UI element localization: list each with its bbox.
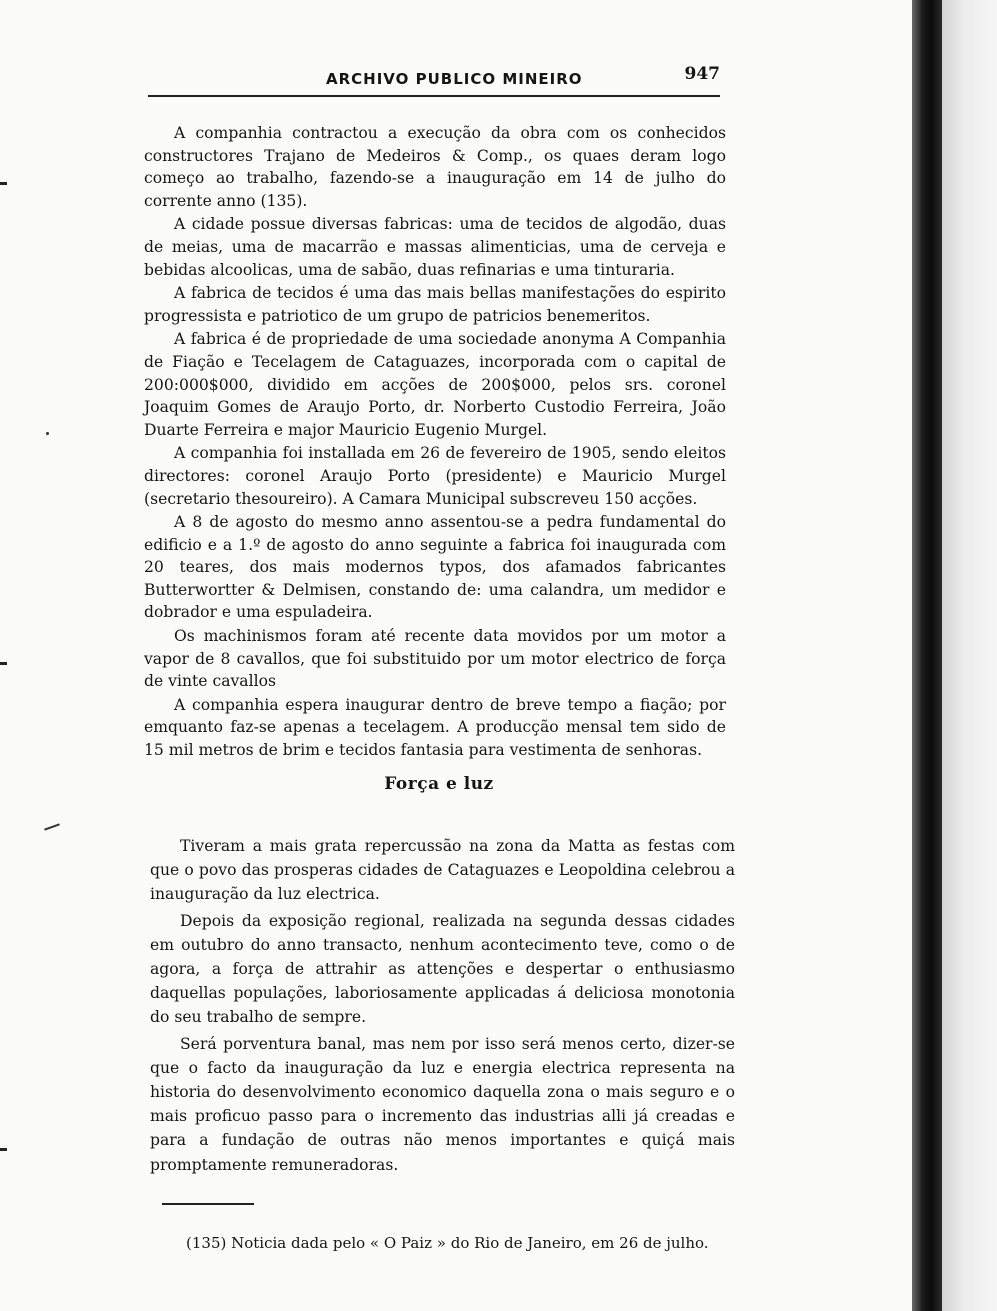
stray-mark	[46, 432, 49, 435]
running-head: ARCHIVO PUBLICO MINEIRO	[326, 70, 583, 88]
paragraph: A cidade possue diversas fabricas: uma de tecidos de algodão, duas de meias, uma de macarrão e massas alimenticias, uma de cerveja e bebidas alcoolicas, uma de sabão, duas refinarias e uma tinturaria.	[144, 215, 726, 279]
margin-mark	[0, 1148, 7, 1151]
page-header	[148, 64, 720, 94]
paragraph: Será porventura banal, mas nem por isso será menos certo, dizer-se que o facto da inauguração da luz e energia electrica representa na historia do desenvolvimento economico daquella zona o mais seguro e o mais proficuo passo para o incremento das industrias alli já creadas e para a fundação de outras não menos importantes e quiçá mais promptamente remuneradoras.	[150, 1034, 735, 1174]
footnote-rule	[162, 1203, 254, 1205]
paragraph: A fabrica de tecidos é uma das mais bellas manifestações do espirito progressista e patriotico de um grupo de patricios benemeritos.	[144, 284, 726, 325]
paragraph: Os machinismos foram até recente data movidos por um motor a vapor de 8 cavallos, que foi substituido por um motor electrico de força de vinte cavallos	[144, 627, 726, 691]
header-rule	[148, 95, 720, 97]
paragraph: A 8 de agosto do mesmo anno assentou-se a pedra fundamental do edificio e a 1.º de agosto do anno seguinte a fabrica foi inaugurada com 20 teares, dos mais modernos typos, dos afamados fabricantes Butterwortter & Delmisen, constando de: uma calandra, um medidor e dobrador e uma espuladeira.	[144, 513, 726, 622]
paragraph: Tiveram a mais grata repercussão na zona da Matta as festas com que o povo das prosperas cidades de Cataguazes e Leopoldina celebrou a inauguração da luz electrica.	[150, 837, 735, 904]
paragraph: A companhia foi installada em 26 de fevereiro de 1905, sendo eleitos directores: coronel Araujo Porto (presidente) e Mauricio Murgel (secretario thesoureiro). A Camara Municipal subscreveu 150 acções.	[144, 444, 726, 508]
section-heading: Força e luz	[384, 774, 494, 794]
paragraph: Depois da exposição regional, realizada na segunda dessas cidades em outubro do anno transacto, nenhum acontecimento teve, como o de agora, a força de attrahir as attenções e despertar o enthusiasmo daquellas populações, laboriosamente applicadas á deliciosa monotonia do seu trabalho de sempre.	[150, 911, 735, 1027]
stray-mark	[44, 823, 60, 830]
article-body	[144, 122, 726, 763]
page-number: 947	[684, 64, 720, 84]
margin-mark	[0, 662, 7, 665]
footnote: (135) Noticia dada pelo « O Paiz » do Rio de Janeiro, em 26 de julho.	[186, 1234, 709, 1252]
page-margin-shadow	[942, 0, 997, 1311]
paragraph: A companhia espera inaugurar dentro de breve tempo a fiação; por emquanto faz-se apenas a tecelagem. A producção mensal tem sido de 15 mil metros de brim e tecidos fantasia para vestimenta de senhoras.	[144, 695, 726, 760]
paragraph: A companhia contractou a execução da obra com os conhecidos constructores Trajano de Medeiros & Comp., os quaes deram logo começo ao trabalho, fazendo-se a inauguração em 14 de julho do corrente anno (135).	[144, 124, 726, 210]
binding-edge	[912, 0, 942, 1311]
paragraph: A fabrica é de propriedade de uma sociedade anonyma A Companhia de Fiação e Tecelagem de Cataguazes, incorporada com o capital de 200:000$000, dividido em acções de 200$000, pelos srs. coronel Joaquim Gomes de Araujo Porto, dr. Norberto Custodio Ferreira, João Duarte Ferreira e major Mauricio Eugenio Murgel.	[144, 330, 726, 439]
section-body	[150, 834, 735, 1179]
margin-mark	[0, 182, 7, 185]
